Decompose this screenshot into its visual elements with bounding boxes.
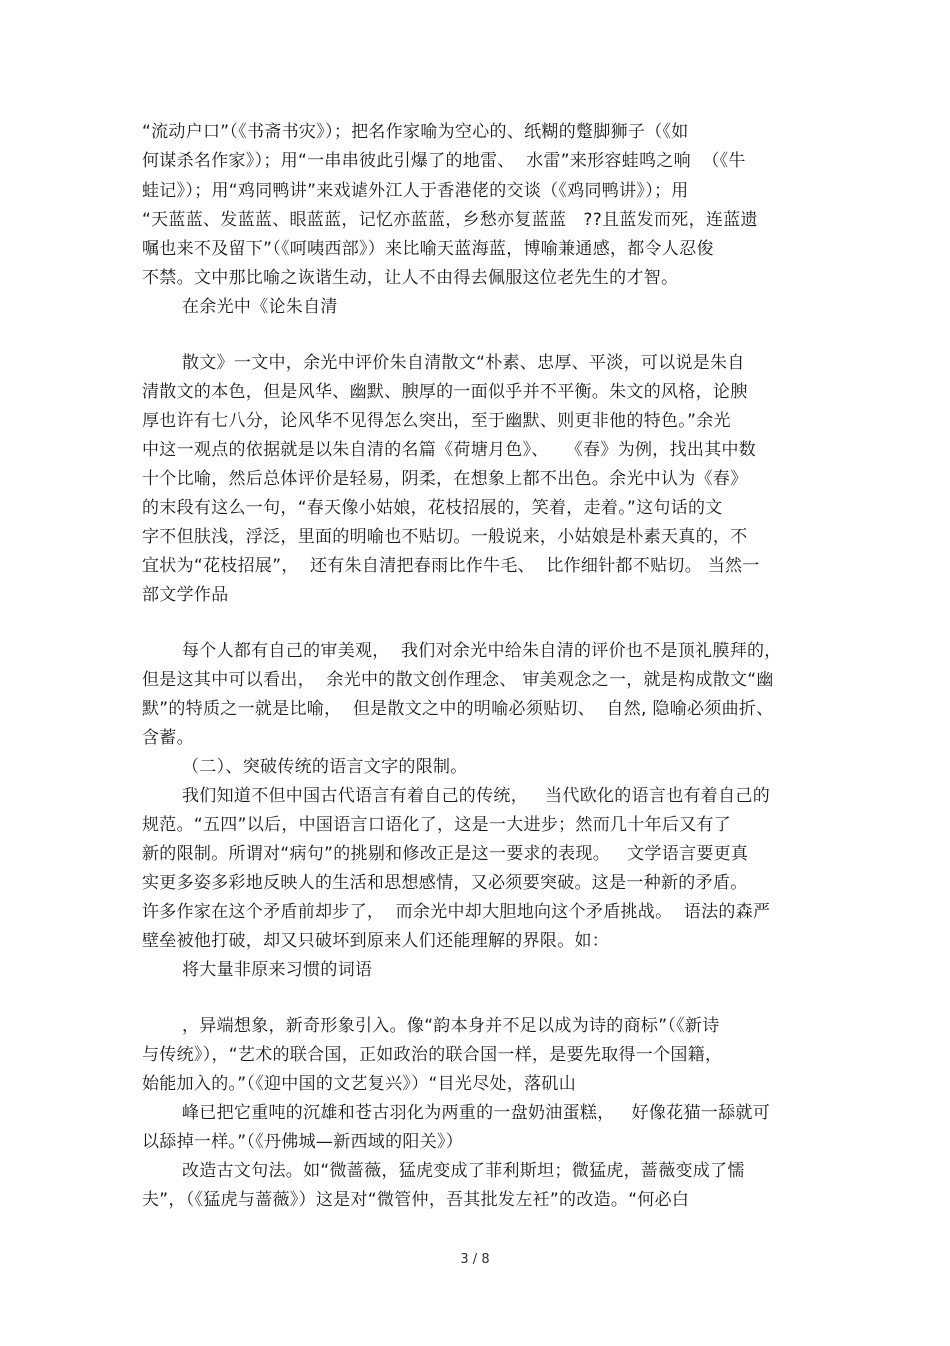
body-text-line: 含蓄。	[142, 728, 194, 748]
body-text-line: 散文》一文中，余光中评价朱自清散文“朴素、忠厚、平淡，可以说是朱自	[182, 353, 745, 373]
body-text-line: 中这一观点的依据就是以朱自清的名篇《荷塘月色》、 《春》为例，找出其中数	[142, 440, 757, 460]
body-text-line: 始能加入的。”（《迎中国的文艺复兴》）“目光尽处，落矶山	[142, 1074, 577, 1094]
body-text-line: 峰已把它重吨的沉雄和苍古羽化为两重的一盘奶油蛋糕， 好像花猫一舔就可	[182, 1103, 771, 1123]
body-text-line: 规范。“五四”以后，中国语言口语化了，这是一大进步；然而几十年后又有了	[142, 815, 732, 835]
body-text-line: “流动户口”（《书斋书灾》）；把名作家喻为空心的、纸糊的蹩脚狮子（《如	[142, 122, 689, 142]
body-text-line: 改造古文句法。如“微蔷薇，猛虎变成了菲利斯坦；微猛虎，蔷薇变成了懦	[182, 1161, 745, 1181]
body-text-line: 新的限制。所谓对“病句”的挑剔和修改正是这一要求的表现。 文学语言要更真	[142, 844, 749, 864]
section-heading: （二）、突破传统的语言文字的限制。	[182, 757, 468, 777]
body-text-line: 何谋杀名作家》）；用“一串串彼此引爆了的地雷、 水雷”来形容蛙鸣之响 （《牛	[142, 151, 746, 171]
body-text-line: ，异端想象，新奇形象引入。像“韵本身并不足以成为诗的商标”（《新诗	[182, 1016, 720, 1036]
body-text-line: 不禁。文中那比喻之诙谐生动，让人不由得去佩服这位老先生的才智。	[142, 268, 679, 288]
body-text-line: 十个比喻，然后总体评价是轻易，阴柔，在想象上都不出色。余光中认为《春》	[142, 469, 748, 489]
body-text-line: 实更多姿多彩地反映人的生活和思想感情，又必须要突破。这是一种新的矛盾。	[142, 873, 748, 893]
body-text-line: 蛙记》）；用“鸡同鸭讲”来戏谑外江人于香港佬的交谈（《鸡同鸭讲》）；用	[142, 181, 689, 201]
body-text-line: 部文学作品	[142, 585, 229, 605]
body-text-line: 与传统》），“艺术的联合国，正如政治的联合国一样，是要先取得一个国籍，	[142, 1045, 723, 1065]
body-text-line: 以舔掉一样。”（《丹佛城—新西域的阳关》）	[142, 1132, 464, 1152]
body-text-line: 在余光中《论朱自清	[182, 297, 338, 317]
body-text-line: 厚也许有七八分，论风华不见得怎么突出，至于幽默、则更非他的特色。”余光	[142, 411, 731, 431]
body-text-line: 默”的特质之一就是比喻， 但是散文之中的明喻必须贴切、 自然, 隐喻必须曲折、	[142, 699, 774, 719]
body-text-line: 每个人都有自己的审美观， 我们对余光中给朱自清的评价也不是顶礼膜拜的，	[182, 641, 782, 661]
body-text-line: 宜状为“花枝招展”， 还有朱自清把春雨比作牛毛、 比作细针都不贴切。 当然一	[142, 556, 760, 576]
body-text-line: 但是这其中可以看出， 余光中的散文创作理念、 审美观念之一，就是构成散文“幽	[142, 670, 774, 690]
body-text-line: 清散文的本色，但是风华、幽默、腴厚的一面似乎并不平衡。朱文的风格，论腴	[142, 382, 748, 402]
body-text-line: 字不但肤浅，浮泛，里面的明喻也不贴切。一般说来，小姑娘是朴素天真的，不	[142, 527, 748, 547]
page-number: 3 / 8	[460, 1252, 490, 1267]
body-text-line: 的末段有这么一句，“春天像小姑娘，花枝招展的，笑着，走着。”这句话的文	[142, 498, 723, 518]
body-text-line: 许多作家在这个矛盾前却步了， 而余光中却大胆地向这个矛盾挑战。 语法的森严	[142, 902, 771, 922]
body-text-line: “天蓝蓝、发蓝蓝、眼蓝蓝，记忆亦蓝蓝，乡愁亦复蓝蓝 ??且蓝发而死，连蓝遗	[142, 210, 758, 230]
body-text-line: 夫”，（《猛虎与蔷薇》）这是对“微管仲，吾其批发左衽”的改造。“何必白	[142, 1190, 690, 1210]
body-text-line: 壁垒被他打破，却又只破坏到原来人们还能理解的界限。如：	[142, 931, 610, 951]
body-text-line: 我们知道不但中国古代语言有着自己的传统， 当代欧化的语言也有着自己的	[182, 786, 771, 806]
body-text-line: 嘱也来不及留下”（《呵咦西部》）来比喻天蓝海蓝，博喻兼通感，都令人忍俊	[142, 239, 714, 259]
body-text-line: 将大量非原来习惯的词语	[182, 960, 373, 980]
